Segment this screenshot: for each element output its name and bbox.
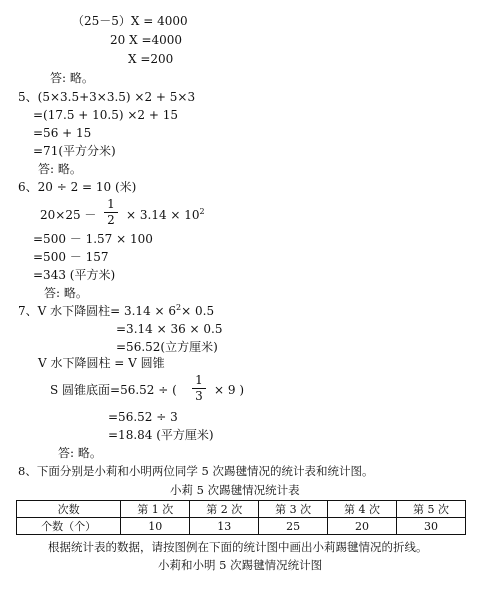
table-header-cell: 第 3 次 [259, 501, 328, 518]
equation-line [126, 208, 205, 222]
fraction-numerator: 1 [107, 197, 115, 211]
equation-line: =343 (平方米) [33, 268, 116, 282]
table-header-cell: 第 1 次 [121, 501, 190, 518]
expression-text: 7、V 水下降圆柱= 3.14 × 6 [18, 304, 177, 318]
equation-line: =500 － 157 [33, 250, 109, 264]
question-7-heading [18, 304, 214, 318]
table-header-cell: 次数 [17, 501, 121, 518]
expression-text: × 3.14 × 10 [126, 208, 200, 222]
table-cell: 10 [121, 518, 190, 535]
table-row-label: 个数（个） [17, 518, 121, 535]
answer-line: 答: 略。 [50, 71, 94, 85]
table-header-cell: 第 5 次 [397, 501, 466, 518]
table-cell: 25 [259, 518, 328, 535]
equation-line: 20×25 － [40, 208, 97, 222]
equation-line: × 9 ) [214, 383, 244, 397]
question-8-heading: 8、下面分别是小莉和小明两位同学 5 次踢毽情况的统计表和统计图。 [18, 464, 374, 478]
table-cell: 20 [328, 518, 397, 535]
equation-line: 20 X =4000 [110, 33, 183, 47]
equation-line: =500 － 1.57 × 100 [33, 232, 153, 246]
equation-line: =18.84 (平方厘米) [108, 428, 214, 442]
fraction-one-third [192, 374, 206, 403]
equation-line: =3.14 × 36 × 0.5 [116, 322, 223, 336]
exponent: 2 [199, 207, 205, 216]
answer-line: 答: 略。 [58, 446, 102, 460]
fraction-denominator: 3 [195, 389, 203, 403]
table-header-cell: 第 4 次 [328, 501, 397, 518]
equation-line: =56.52(立方厘米) [116, 340, 218, 354]
table-header-cell: 第 2 次 [190, 501, 259, 518]
stats-table [16, 500, 466, 535]
table-cell: 13 [190, 518, 259, 535]
answer-line: 答: 略。 [44, 286, 88, 300]
equation-line: S 圆锥底面=56.52 ÷ ( [50, 383, 177, 397]
exponent: 2 [176, 303, 182, 312]
fraction-one-half [104, 198, 118, 227]
table-cell: 30 [397, 518, 466, 535]
equation-line: =56 + 15 [33, 126, 92, 140]
question-5-heading: 5、(5×3.5+3×3.5) ×2 + 5×3 [18, 90, 196, 104]
equation-line: =(17.5 + 10.5) ×2 + 15 [33, 108, 178, 122]
instruction-text: 根据统计表的数据，请按图例在下面的统计图中画出小莉踢毽情况的折线。 [48, 540, 428, 554]
expression-text: × 0.5 [181, 304, 215, 318]
table-row [17, 518, 466, 535]
equation-line: V 水下降圆柱 = V 圆锥 [38, 356, 165, 370]
equation-line: =56.52 ÷ 3 [108, 410, 178, 424]
equation-line: （25－5）X = 4000 [72, 14, 188, 28]
equation-line: =71(平方分米) [33, 144, 116, 158]
chart-title: 小莉和小明 5 次踢毽情况统计图 [158, 558, 323, 572]
table-title: 小莉 5 次踢毽情况统计表 [170, 483, 300, 497]
fraction-numerator: 1 [195, 373, 203, 387]
answer-line: 答: 略。 [38, 162, 82, 176]
fraction-denominator: 2 [107, 213, 115, 227]
equation-line: X =200 [128, 52, 174, 66]
table-header-row [17, 501, 466, 518]
question-6-heading: 6、20 ÷ 2 = 10 (米) [18, 180, 137, 194]
